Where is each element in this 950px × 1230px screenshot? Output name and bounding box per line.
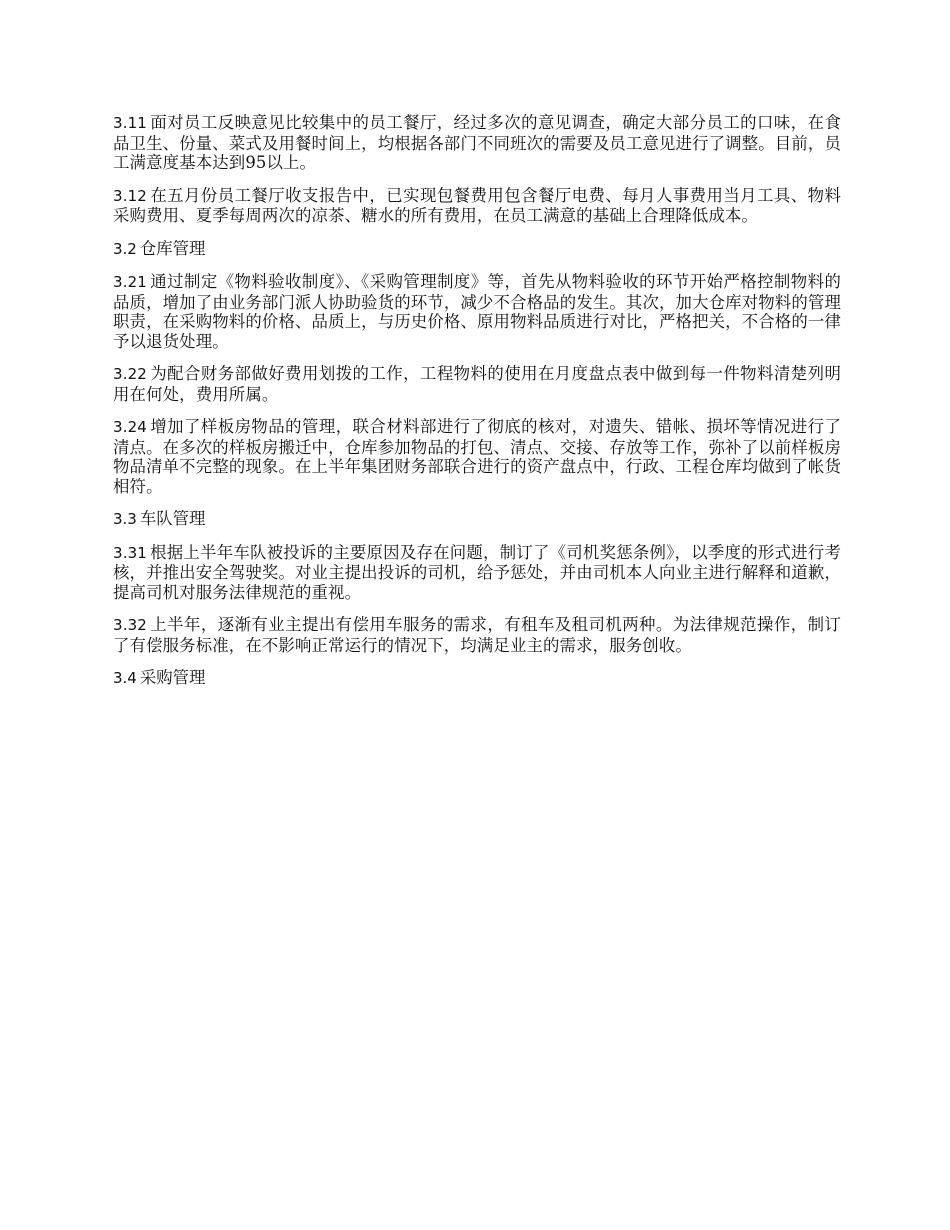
paragraph-3-22 xyxy=(113,364,841,404)
section-number: 3.21 xyxy=(113,273,147,291)
paragraph-text: 通过制定《物料验收制度》、《采购管理制度》等，首先从物料验收的环节开始严格控制物料的品质，增加了由业务部门派人协助验货的环节，减少不合格品的发生。其次，加大仓库对物料的管理职责，在采购物料的价格、品质上，与历史价格、原用物料品质进行对比，严格把关，不合格的一律予以退货处理。 xyxy=(113,272,841,351)
document-page xyxy=(113,113,841,702)
heading-text: 车队管理 xyxy=(139,509,206,528)
section-number: 3.11 xyxy=(113,114,147,132)
paragraph-text: 为配合财务部做好费用划拨的工作，工程物料的使用在月度盘点表中做到每一件物料清楚列明用在何处，费用所属。 xyxy=(113,364,841,404)
paragraph-text: 上半年，逐渐有业主提出有偿用车服务的需求，有租车及租司机两种。为法律规范操作，制订了有偿服务标准，在不影响正常运行的情况下，均满足业主的需求，服务创收。 xyxy=(113,615,841,655)
section-number: 3.24 xyxy=(113,418,147,436)
section-number: 3.2 xyxy=(113,239,137,258)
paragraph-text: 根据上半年车队被投诉的主要原因及存在问题，制订了《司机奖惩条例》，以季度的形式进行考核，并推出安全驾驶奖。对业主提出投诉的司机，给予惩处，并由司机本人向业主进行解释和道歉，提高司机对服务法律规范的重视。 xyxy=(113,542,841,602)
paragraph-3-32 xyxy=(113,615,841,655)
paragraph-text: 面对员工反映意见比较集中的员工餐厅，经过多次的意见调查，确定大部分员工的口味，在食品卫生、份量、菜式及用餐时间上，均根据各部门不同班次的需要及员工意见进行了调整。目前，员工满意度基本达到95以上。 xyxy=(113,113,841,172)
paragraph-text: 在五月份员工餐厅收支报告中，已实现包餐费用包含餐厅电费、每月人事费用当月工具、物料采购费用、夏季每周两次的凉茶、糖水的所有费用，在员工满意的基础上合理降低成本。 xyxy=(113,185,841,225)
heading-3-3 xyxy=(113,509,841,530)
paragraph-3-11 xyxy=(113,113,841,173)
section-number: 3.22 xyxy=(113,365,147,383)
section-number: 3.31 xyxy=(113,543,147,562)
section-number: 3.3 xyxy=(113,510,137,528)
section-number: 3.32 xyxy=(113,616,147,634)
section-number: 3.12 xyxy=(113,186,147,205)
heading-3-2 xyxy=(113,239,841,260)
heading-text: 采购管理 xyxy=(139,668,206,687)
section-number: 3.4 xyxy=(113,669,137,687)
heading-3-4 xyxy=(113,668,841,689)
paragraph-3-12 xyxy=(113,186,841,226)
paragraph-text: 增加了样板房物品的管理，联合材料部进行了彻底的核对，对遗失、错帐、损坏等情况进行了清点。在多次的样板房搬迁中，仓库参加物品的打包、清点、交接、存放等工作，弥补了以前样板房物品清单不完整的现象。在上半年集团财务部联合进行的资产盘点中，行政、工程仓库均做到了帐货相符。 xyxy=(113,417,841,496)
paragraph-3-31 xyxy=(113,543,841,603)
paragraph-3-21 xyxy=(113,272,841,351)
heading-text: 仓库管理 xyxy=(139,238,206,258)
paragraph-3-24 xyxy=(113,417,841,496)
